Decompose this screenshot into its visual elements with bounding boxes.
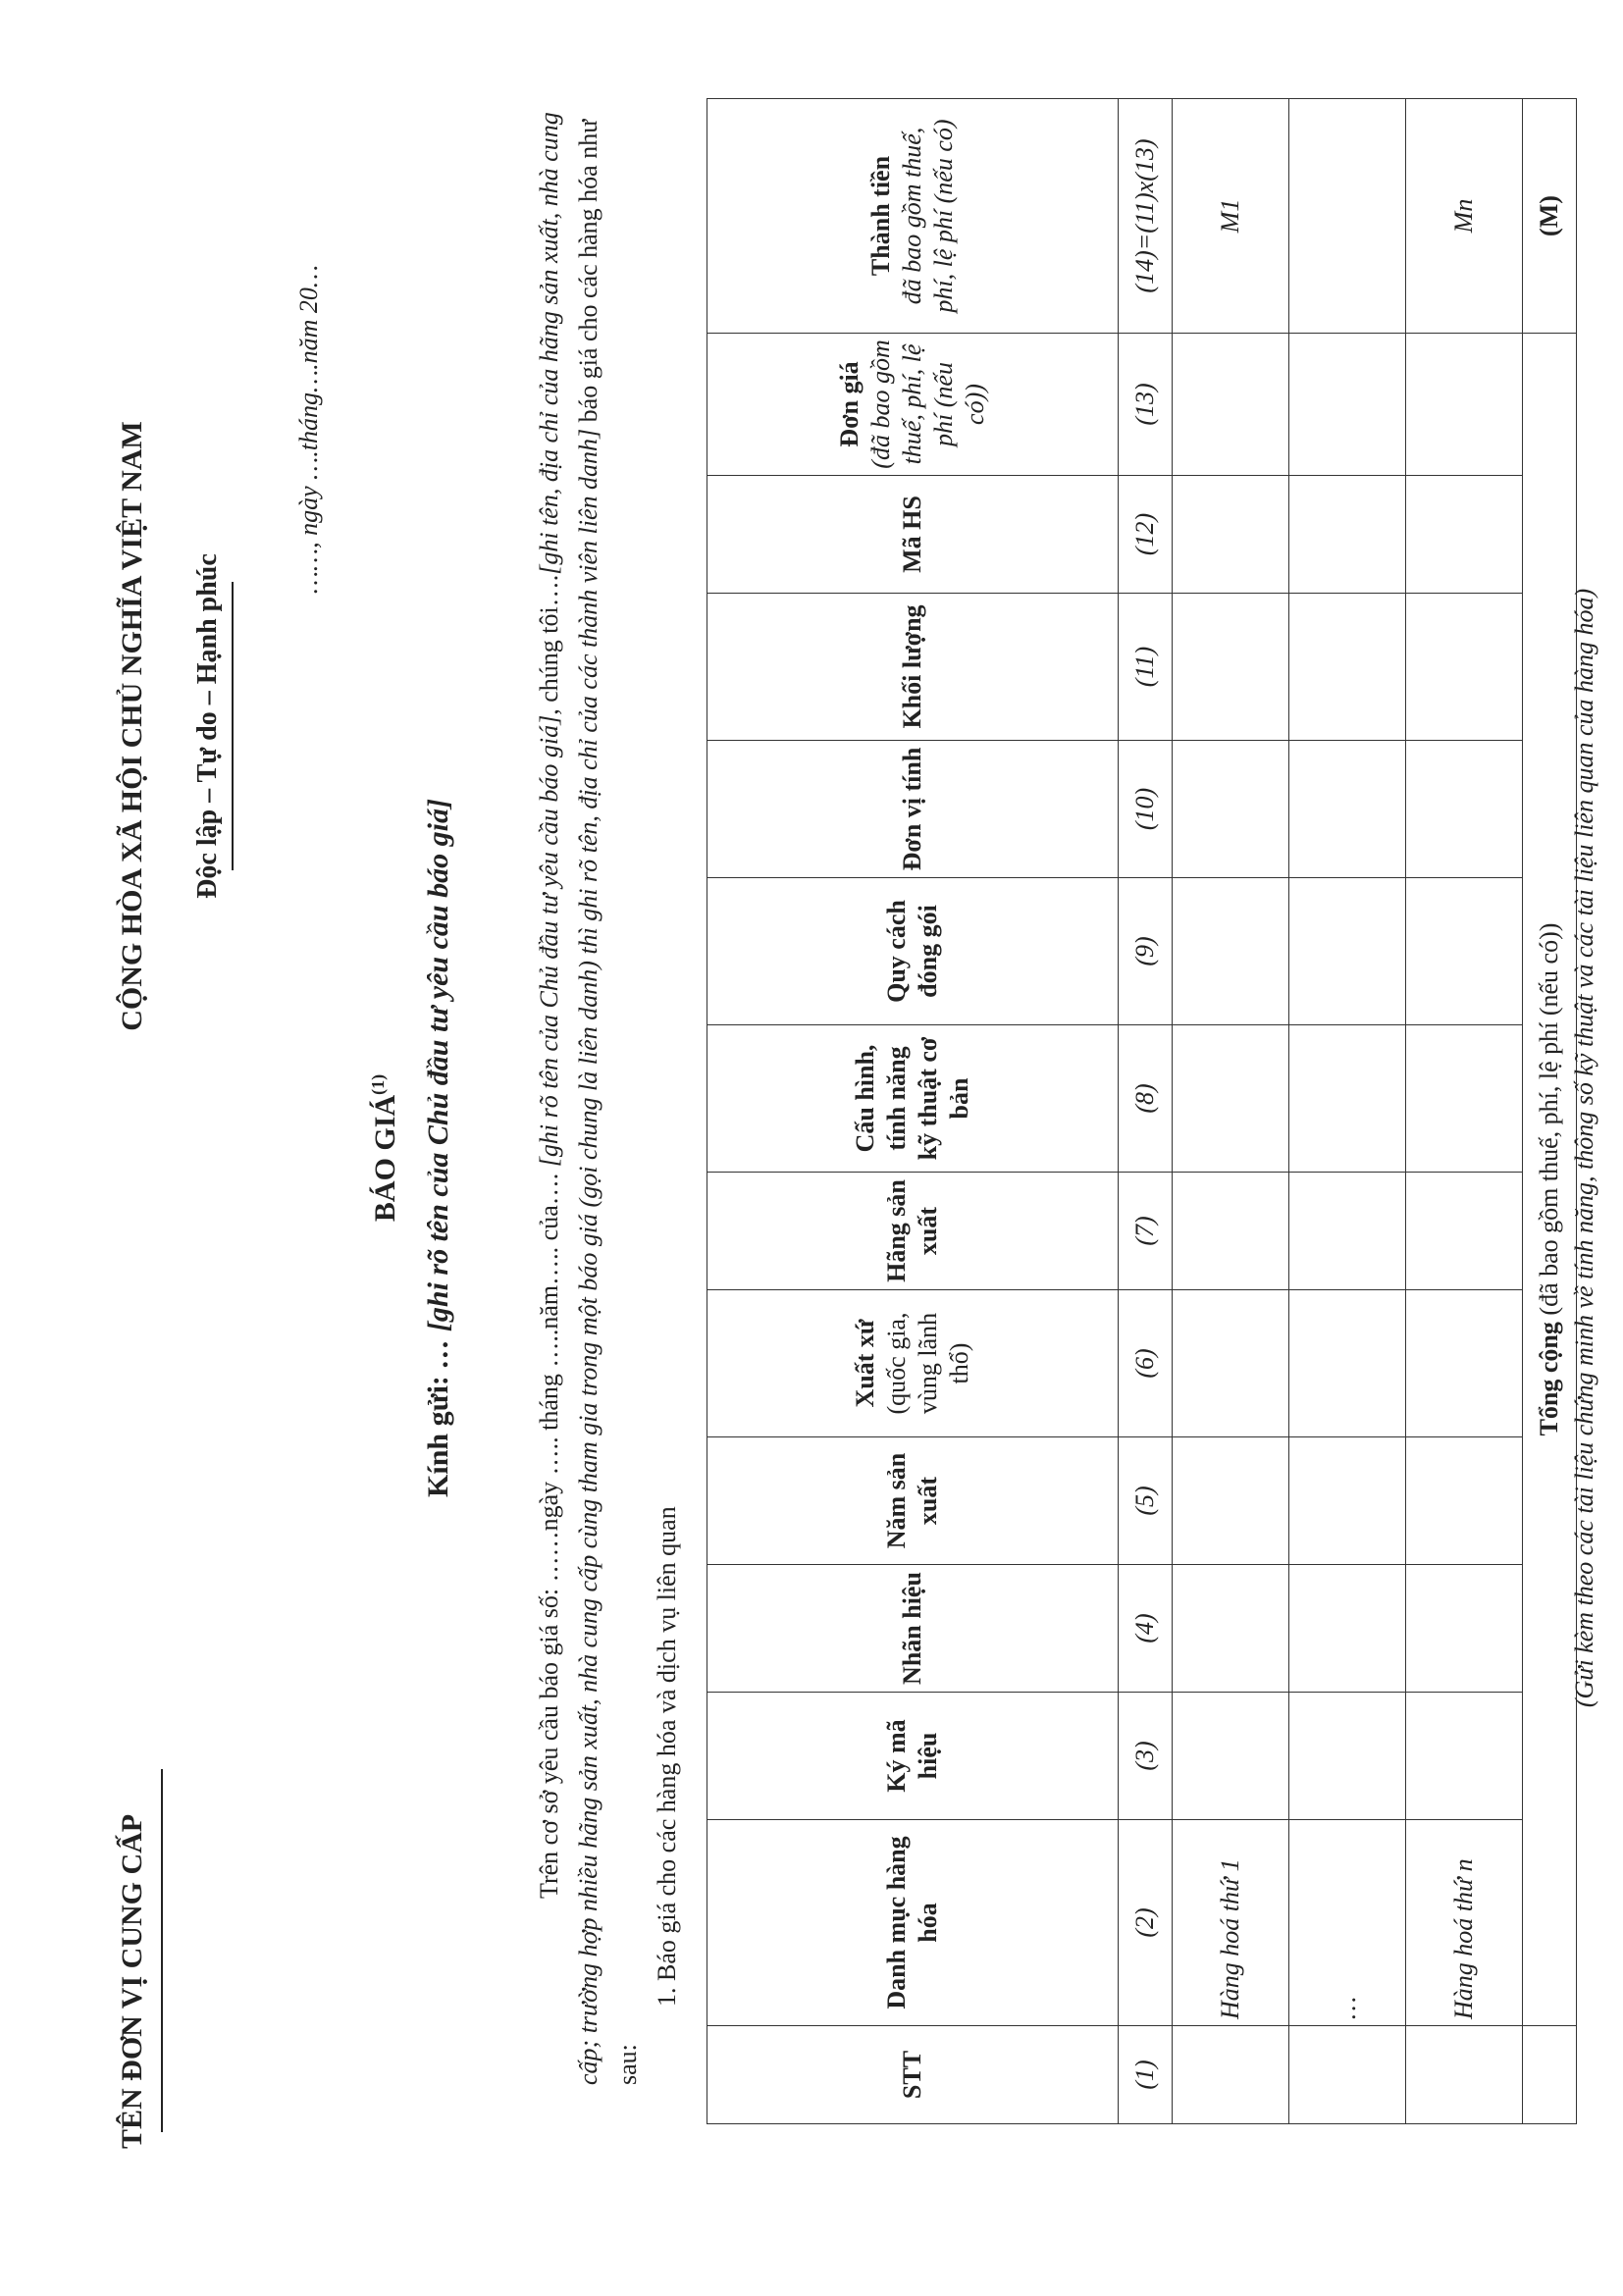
cell-empty bbox=[1173, 1437, 1289, 1565]
cell-goods-name: Hàng hoá thứ 1 bbox=[1173, 1820, 1289, 2026]
cell-empty bbox=[1289, 594, 1406, 741]
col-number: (13) bbox=[1119, 334, 1173, 476]
cell-empty bbox=[1406, 878, 1523, 1025]
cell-empty bbox=[1289, 878, 1406, 1025]
header-manufacturer: Hãng sản xuất bbox=[707, 1173, 1119, 1290]
intro-part-1: Trên cơ sở yêu cầu báo giá số: ……ngày ….. tháng …..năm….. của…. bbox=[535, 1167, 563, 1899]
cell-amount: M1 bbox=[1173, 99, 1289, 334]
col-number: (14)=(11)x(13) bbox=[1119, 99, 1173, 334]
header-row bbox=[707, 99, 1119, 2124]
cell-empty bbox=[1173, 334, 1289, 476]
cell-empty bbox=[1173, 1290, 1289, 1437]
cell-empty bbox=[1173, 594, 1289, 741]
header-code: Ký mã hiệu bbox=[707, 1693, 1119, 1820]
header-config: Cấu hình, tính năng kỹ thuật cơ bản bbox=[707, 1025, 1119, 1173]
supplier-name: TÊN ĐƠN VỊ CUNG CẤP bbox=[116, 1813, 148, 2149]
col-number: (1) bbox=[1119, 2026, 1173, 2124]
cell-amount: Mn bbox=[1406, 99, 1523, 334]
cell-empty bbox=[1406, 476, 1523, 594]
cell-empty bbox=[1289, 1290, 1406, 1437]
total-label bbox=[1523, 334, 1577, 2026]
title-text: BÁO GIÁ bbox=[369, 1094, 401, 1223]
cell-empty bbox=[1406, 1173, 1523, 1290]
col-number: (10) bbox=[1119, 741, 1173, 878]
table-row bbox=[1173, 99, 1289, 2124]
cell-goods-name: … bbox=[1289, 1820, 1406, 2026]
cell-empty bbox=[1406, 1693, 1523, 1820]
cell-empty bbox=[1173, 741, 1289, 878]
cell-empty bbox=[1173, 1173, 1289, 1290]
cell-empty bbox=[1289, 1693, 1406, 1820]
cell-empty bbox=[1173, 878, 1289, 1025]
date-line: ……, ngày ….tháng….năm 20… bbox=[294, 265, 323, 595]
header-amount-sub: đã bao gồm thuế, phí, lệ phí (nếu có) bbox=[898, 119, 958, 313]
col-number: (2) bbox=[1119, 1820, 1173, 2026]
col-number: (6) bbox=[1119, 1290, 1173, 1437]
cell-empty bbox=[1289, 1173, 1406, 1290]
header-unit-price bbox=[707, 334, 1119, 476]
column-number-row bbox=[1119, 99, 1173, 2124]
cell-empty bbox=[1406, 1565, 1523, 1693]
header-origin bbox=[707, 1290, 1119, 1437]
col-number: (3) bbox=[1119, 1693, 1173, 1820]
cell-stt bbox=[1173, 2026, 1289, 2124]
header-origin-sub: (quốc gia, vùng lãnh thổ) bbox=[882, 1312, 973, 1415]
header-brand: Nhãn hiệu bbox=[707, 1565, 1119, 1693]
cell-goods-name: Hàng hoá thứ n bbox=[1406, 1820, 1523, 2026]
header-quantity: Khối lượng bbox=[707, 594, 1119, 741]
total-label-rest: (đã bao gồm thuế, phí, lệ phí (nếu có)) bbox=[1535, 922, 1563, 1323]
cell-empty bbox=[1289, 1437, 1406, 1565]
table-row bbox=[1289, 99, 1406, 2124]
cell-empty bbox=[1406, 1025, 1523, 1173]
col-number: (7) bbox=[1119, 1173, 1173, 1290]
national-title: CỘNG HÒA XÃ HỘI CHỦ NGHĨA VIỆT NAM bbox=[116, 421, 148, 1031]
col-number: (4) bbox=[1119, 1565, 1173, 1693]
recipient-placeholder: … [ghi rõ tên của Chủ đầu tư yêu cầu báo giá] bbox=[422, 799, 454, 1369]
header-hs-code: Mã HS bbox=[707, 476, 1119, 594]
attachment-note: (Gửi kèm theo các tài liệu chứng minh về tính năng, thông số kỹ thuật và các tài liệu liên quan của hàng hóa) bbox=[1570, 588, 1598, 1708]
national-motto: Độc lập – Tự do – Hạnh phúc bbox=[192, 553, 223, 899]
cell-stt bbox=[1289, 2026, 1406, 2124]
header-goods-name: Danh mục hàng hóa bbox=[707, 1820, 1119, 2026]
intro-part-5: báo giá cho các hàng hóa như sau: bbox=[574, 119, 642, 2085]
cell-empty bbox=[1406, 594, 1523, 741]
header-unit: Đơn vị tính bbox=[707, 741, 1119, 878]
col-number: (8) bbox=[1119, 1025, 1173, 1173]
motto-underline bbox=[232, 582, 234, 870]
document-title bbox=[368, 0, 402, 2296]
intro-paragraph bbox=[530, 93, 648, 2085]
col-number: (9) bbox=[1119, 878, 1173, 1025]
goods-quotation-table bbox=[707, 98, 1577, 2124]
total-label-bold: Tổng cộng bbox=[1535, 1322, 1563, 1436]
cell-empty bbox=[1406, 1290, 1523, 1437]
header-price-main: Đơn giá bbox=[835, 361, 864, 447]
header-year: Năm sản xuất bbox=[707, 1437, 1119, 1565]
header-amount-main: Thành tiền bbox=[866, 155, 895, 277]
cell-empty bbox=[1289, 741, 1406, 878]
table-row bbox=[1406, 99, 1523, 2124]
header-amount bbox=[707, 99, 1119, 334]
total-row bbox=[1523, 99, 1577, 2124]
intro-part-3: , chúng tôi…. bbox=[535, 574, 563, 715]
recipient-label: Kính gửi: bbox=[422, 1368, 454, 1497]
cell-empty bbox=[1406, 741, 1523, 878]
cell-empty bbox=[1406, 1437, 1523, 1565]
cell-empty bbox=[1289, 1565, 1406, 1693]
cell-empty bbox=[1173, 1025, 1289, 1173]
cell-empty bbox=[1289, 1025, 1406, 1173]
recipient-line bbox=[422, 0, 455, 2296]
cell-empty bbox=[1406, 334, 1523, 476]
cell-empty bbox=[1289, 476, 1406, 594]
col-number: (5) bbox=[1119, 1437, 1173, 1565]
col-number: (12) bbox=[1119, 476, 1173, 594]
intro-part-4: [ghi tên, địa chỉ của hãng sản xuất, nhà cung cấp; trường hợp nhiều hãng sản xuất, nhà cung cấp cùng tham gia trong một báo giá (gọi chung là liên danh) thì ghi rõ tên, địa chỉ của các thành viên liên danh] bbox=[535, 112, 602, 2085]
title-footnote-marker: (1) bbox=[368, 1073, 388, 1095]
cell-empty bbox=[1173, 476, 1289, 594]
intro-part-2: [ghi rõ tên của Chủ đầu tư yêu cầu báo giá] bbox=[535, 714, 563, 1168]
total-value: (M) bbox=[1523, 99, 1577, 334]
supplier-name-underline bbox=[161, 1769, 163, 2132]
cell-stt bbox=[1406, 2026, 1523, 2124]
col-number: (11) bbox=[1119, 594, 1173, 741]
cell-empty bbox=[1289, 334, 1406, 476]
cell-empty bbox=[1173, 1693, 1289, 1820]
header-stt: STT bbox=[707, 2026, 1119, 2124]
header-price-sub: (đã bao gồm thuế, phí, lệ phí (nếu có)) bbox=[866, 339, 989, 469]
cell-empty bbox=[1523, 2026, 1577, 2124]
header-origin-main: Xuất xứ bbox=[851, 1319, 879, 1408]
cell-amount bbox=[1289, 99, 1406, 334]
header-packing: Quy cách đóng gói bbox=[707, 878, 1119, 1025]
cell-empty bbox=[1173, 1565, 1289, 1693]
section-heading: 1. Báo giá cho các hàng hóa và dịch vụ liên quan bbox=[653, 1506, 681, 2007]
